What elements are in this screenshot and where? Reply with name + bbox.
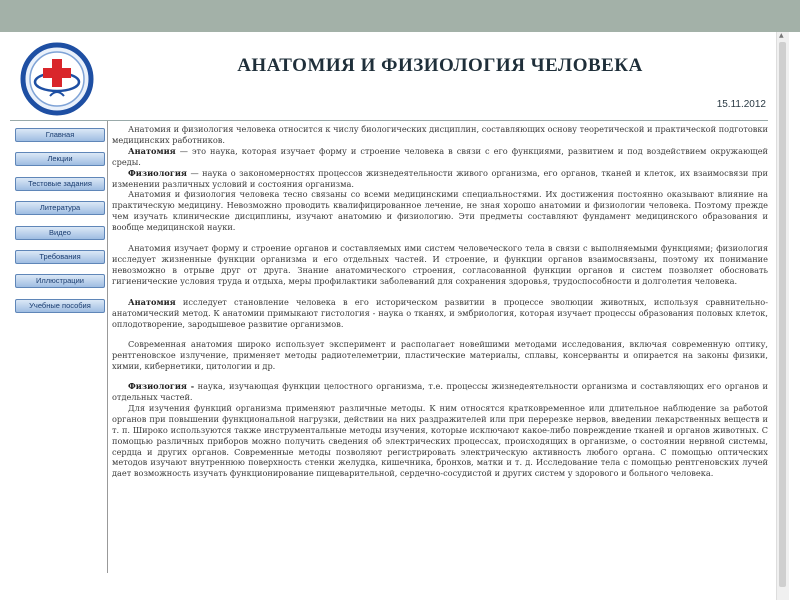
term-physiology-2: Физиология -: [128, 381, 195, 392]
paragraph-modern-anatomy: Современная анатомия широко использует эксперимент и располагает новейшими методами исследования, включая современную оптику, рентгеновское излучение, применяет методы радиотелеметрии, пластические материалы, сплавы, консерванты и опирается на законы физики, химии, кибернетики, цитологии и др.: [112, 339, 768, 372]
paragraph-physiology-def: [112, 168, 768, 190]
paragraph-text: — это наука, которая изучает форму и строение человека в связи с его функциями, развитием и под воздействием окружающей среды.: [112, 145, 768, 167]
date-label: 15.11.2012: [716, 99, 766, 110]
scrollbar-thumb[interactable]: [779, 42, 786, 587]
paragraph-intro: Анатомия и физиология человека относится к числу биологических дисциплин, составляющих основу теоретической и практической подготовки медицинских работников.: [112, 124, 768, 145]
top-bar: [0, 0, 800, 32]
nav-textbooks-button[interactable]: Учебные пособия: [15, 299, 105, 313]
scroll-up-icon[interactable]: ▲: [779, 32, 784, 39]
header-divider: [10, 120, 768, 121]
paragraph-text: наука, изучающая функции целостного организма, т.е. процессы жизнедеятельности организма и составляющих его органов и отдельных частей.: [112, 381, 768, 403]
sidebar-nav: [15, 128, 105, 323]
paragraph-text: — наука о закономерностях процессов жизнедеятельности живого организма, его органов, тканей и клеток, их взаимосвязи при изменении различных условий и состояния организма.: [112, 167, 768, 189]
paragraph-methods: Для изучения функций организма применяют различные методы. К ним относятся кратковременное или длительное наблюдение за работой органов при повышении функциональной нагрузки, действии на них раздражителей или при перерезке нервов, введении лекарственных веществ и т. п. Широко используются также инструментальные методы изучения, которые исключают какое-либо повреждение тканей и органов животных. С помощью различных приборов можно получить сведения об электрических процессах, происходящих в организме, о состоянии нервной системы, сердца и других органов. Современные методы позволяют регистрировать электрическую активность любого органа. С помощью оптических методов изучают внутреннюю поверхность стенки желудка, кишечника, бронхов, матки и т. д. Исследование тела с помощью рентгеновских лучей дает возможность изучать функционирование пищеварительной, сердечно-сосудистой и других систем у здорового и больного человека.: [112, 402, 768, 479]
nav-home-button[interactable]: Главная: [15, 128, 105, 142]
paragraph-relations: Анатомия и физиология человека тесно связаны со всеми медицинскими специальностями. Их достижения постоянно оказывают влияние на практическую медицину. Невозможно проводить квалифицированное лечение, не зная хорошо анатомии и физиологии человека. Поэтому прежде чем изучать клинические дисциплины, изучают анатомию и физиологию. Эти предметы составляют фундамент медицинского образования и вообще медицинской науки.: [112, 189, 768, 233]
main-content: [112, 124, 768, 479]
term-physiology: Физиология: [128, 167, 187, 178]
nav-requirements-button[interactable]: Требования: [15, 250, 105, 264]
nav-literature-button[interactable]: Литература: [15, 201, 105, 215]
nav-illustrations-button[interactable]: Иллюстрации: [15, 274, 105, 288]
paragraph-text: исследует становление человека в его историческом развитии в процессе эволюции животных, используя сравнительно-анатомический метод. К анатомии примыкают гистология - наука о тканях, и эмбриология, которая изучает процессы образования половых клеток, оплодотворение, зародышевое развитие организмов.: [112, 296, 768, 329]
paragraph-anatomy-evolution: [112, 297, 768, 330]
paragraph-physiology-science: [112, 381, 768, 403]
nav-tests-button[interactable]: Тестовые задания: [15, 177, 105, 191]
term-anatomy-2: Анатомия: [128, 296, 176, 307]
paragraph-anatomy-studies: Анатомия изучает форму и строение органов и составляемых ими систем человеческого тела в связи с выполняемыми функциями; физиология исследует жизненные функции организма и его отдельных частей. И строение, и функции органов взаимосвязаны, поэтому их понимание невозможно в отрыве друг от друга. Знание анатомического строения, согласованной функции органов и систем позволяет обосновать гигиенические условия труда и отдыха, меры профилактики заболеваний для сохранения здоровья, трудоспособности и долголетия человека.: [112, 243, 768, 286]
term-anatomy: Анатомия: [128, 145, 176, 156]
nav-video-button[interactable]: Видео: [15, 226, 105, 240]
vertical-scrollbar[interactable]: [776, 32, 789, 600]
sidebar-divider: [107, 121, 108, 573]
paragraph-anatomy-def: [112, 146, 768, 168]
medical-logo-icon: [20, 42, 94, 116]
page-title: АНАТОМИЯ И ФИЗИОЛОГИЯ ЧЕЛОВЕКА: [237, 55, 643, 76]
nav-lectures-button[interactable]: Лекции: [15, 152, 105, 166]
